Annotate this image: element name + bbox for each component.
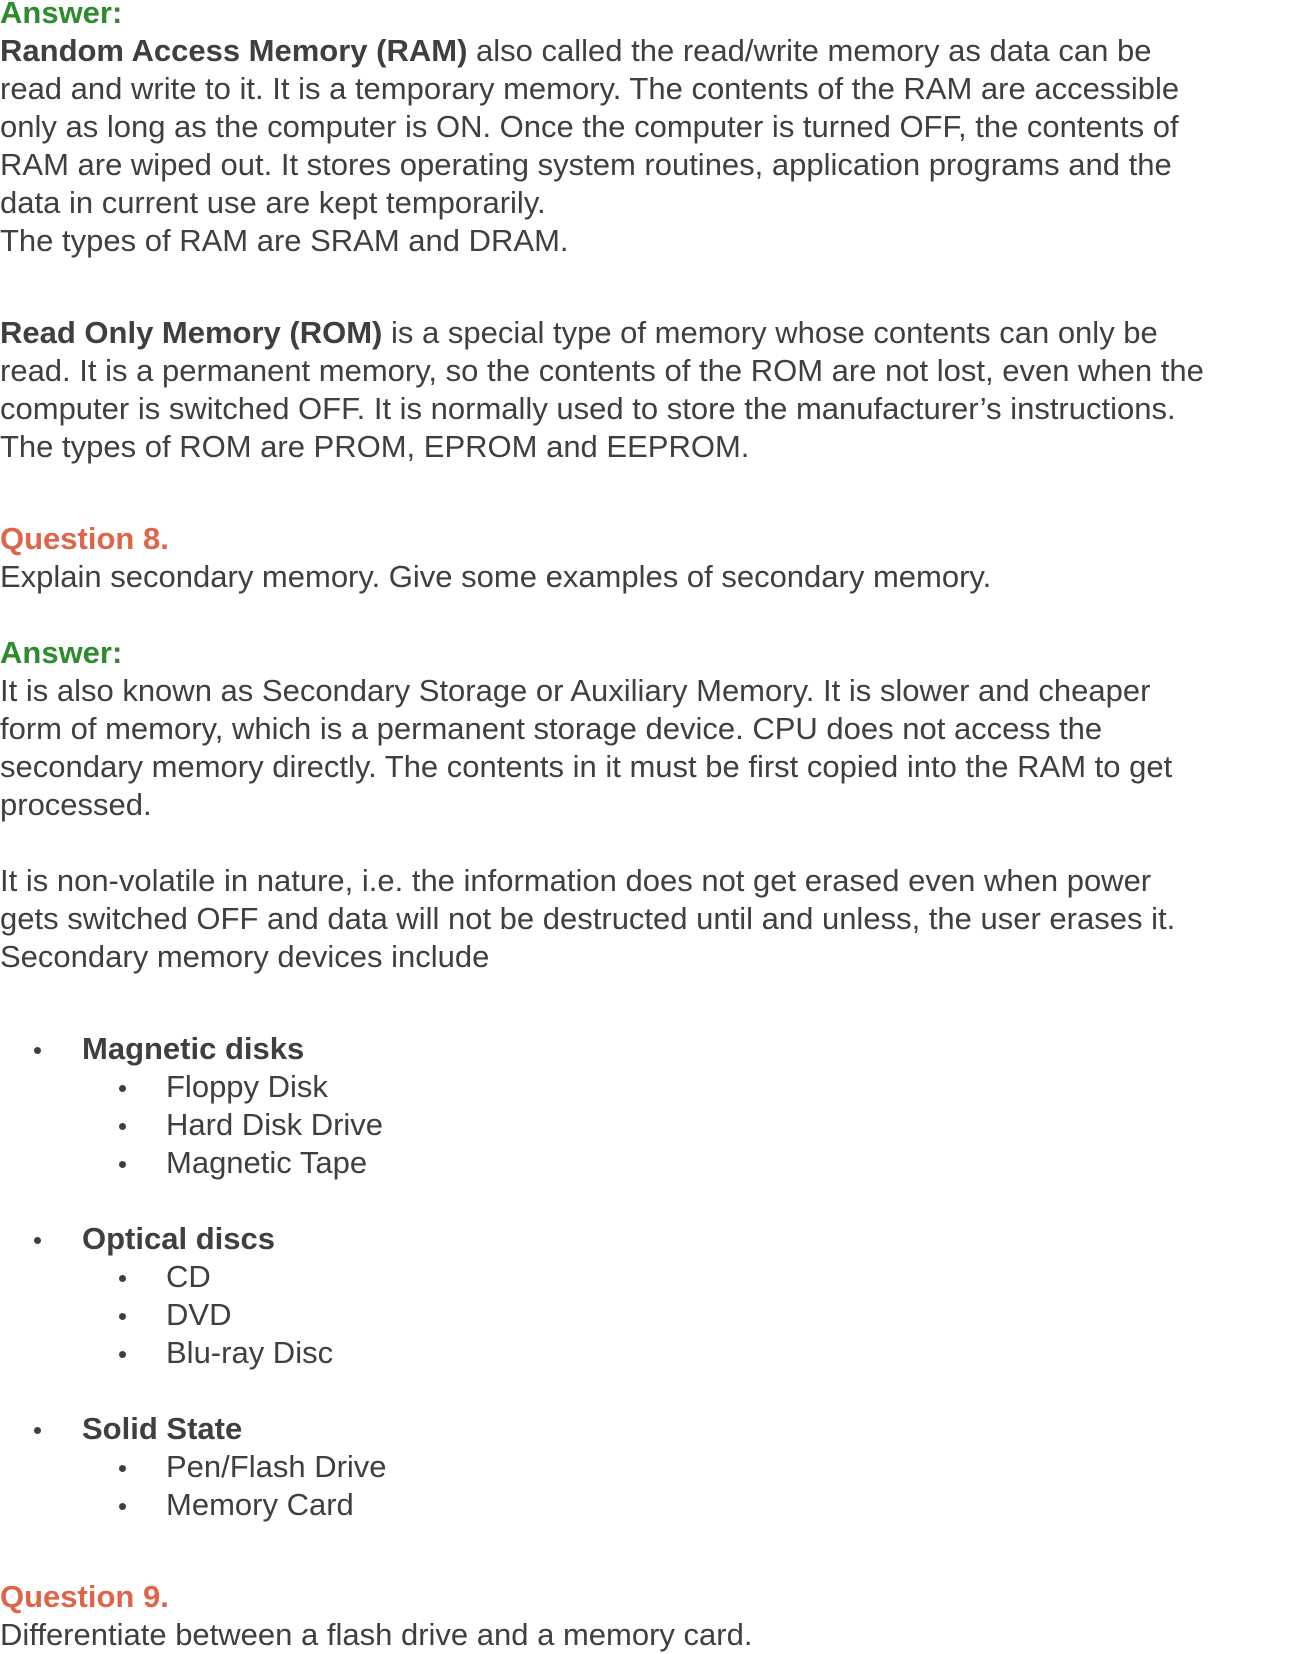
list-item: Memory Card [0,1486,1292,1524]
secondary-line: It is non-volatile in nature, i.e. the information does not get erased even when power [0,863,1152,898]
secondary-line: processed. [0,787,152,822]
rom-line-1: is a special type of memory whose contents can only be [382,315,1158,350]
rom-line: read. It is a permanent memory, so the contents of the ROM are not lost, even when the [0,353,1204,388]
device-category-optical: Optical discs [0,1220,1292,1258]
list-item: Blu-ray Disc [0,1334,1292,1372]
secondary-line: form of memory, which is a permanent storage device. CPU does not access the [0,711,1103,746]
list-item: Hard Disk Drive [0,1106,1292,1144]
ram-types-line: The types of RAM are SRAM and DRAM. [0,223,569,258]
ram-line: read and write to it. It is a temporary memory. The contents of the RAM are accessible [0,71,1180,106]
ram-paragraph [0,32,1292,260]
list-item: DVD [0,1296,1292,1334]
ram-line: data in current use are kept temporarily. [0,185,546,220]
answer-label: Answer: [0,635,123,670]
secondary-paragraph-2 [0,862,1292,976]
device-list [0,1030,1292,1524]
list-item: Pen/Flash Drive [0,1448,1292,1486]
ram-line-1: also called the read/write memory as data can be [467,33,1152,68]
answer-label: Answer: [0,0,123,30]
rom-types-line: The types of ROM are PROM, EPROM and EEPROM. [0,429,750,464]
question-8-text: Explain secondary memory. Give some examples of secondary memory. [0,559,992,594]
secondary-line: It is also known as Secondary Storage or Auxiliary Memory. It is slower and cheaper [0,673,1151,708]
ram-term: Random Access Memory (RAM) [0,33,468,68]
ram-line: RAM are wiped out. It stores operating system routines, application programs and the [0,147,1172,182]
list-item: Magnetic Tape [0,1144,1292,1182]
question-9-text: Differentiate between a flash drive and a memory card. [0,1617,753,1652]
device-category-solid-state: Solid State [0,1410,1292,1448]
question-9-label: Question 9. [0,1579,169,1614]
list-item: CD [0,1258,1292,1296]
question-8-label: Question 8. [0,521,169,556]
rom-line: computer is switched OFF. It is normally used to store the manufacturer’s instructions. [0,391,1176,426]
list-item: Floppy Disk [0,1068,1292,1106]
ram-line: only as long as the computer is ON. Once the computer is turned OFF, the contents of [0,109,1179,144]
secondary-line: Secondary memory devices include [0,939,490,974]
rom-paragraph [0,314,1292,466]
device-category-magnetic: Magnetic disks [0,1030,1292,1068]
secondary-paragraph-1 [0,672,1292,824]
secondary-line: gets switched OFF and data will not be destructed until and unless, the user erases it. [0,901,1176,936]
rom-term: Read Only Memory (ROM) [0,315,383,350]
secondary-line: secondary memory directly. The contents in it must be first copied into the RAM to get [0,749,1173,784]
